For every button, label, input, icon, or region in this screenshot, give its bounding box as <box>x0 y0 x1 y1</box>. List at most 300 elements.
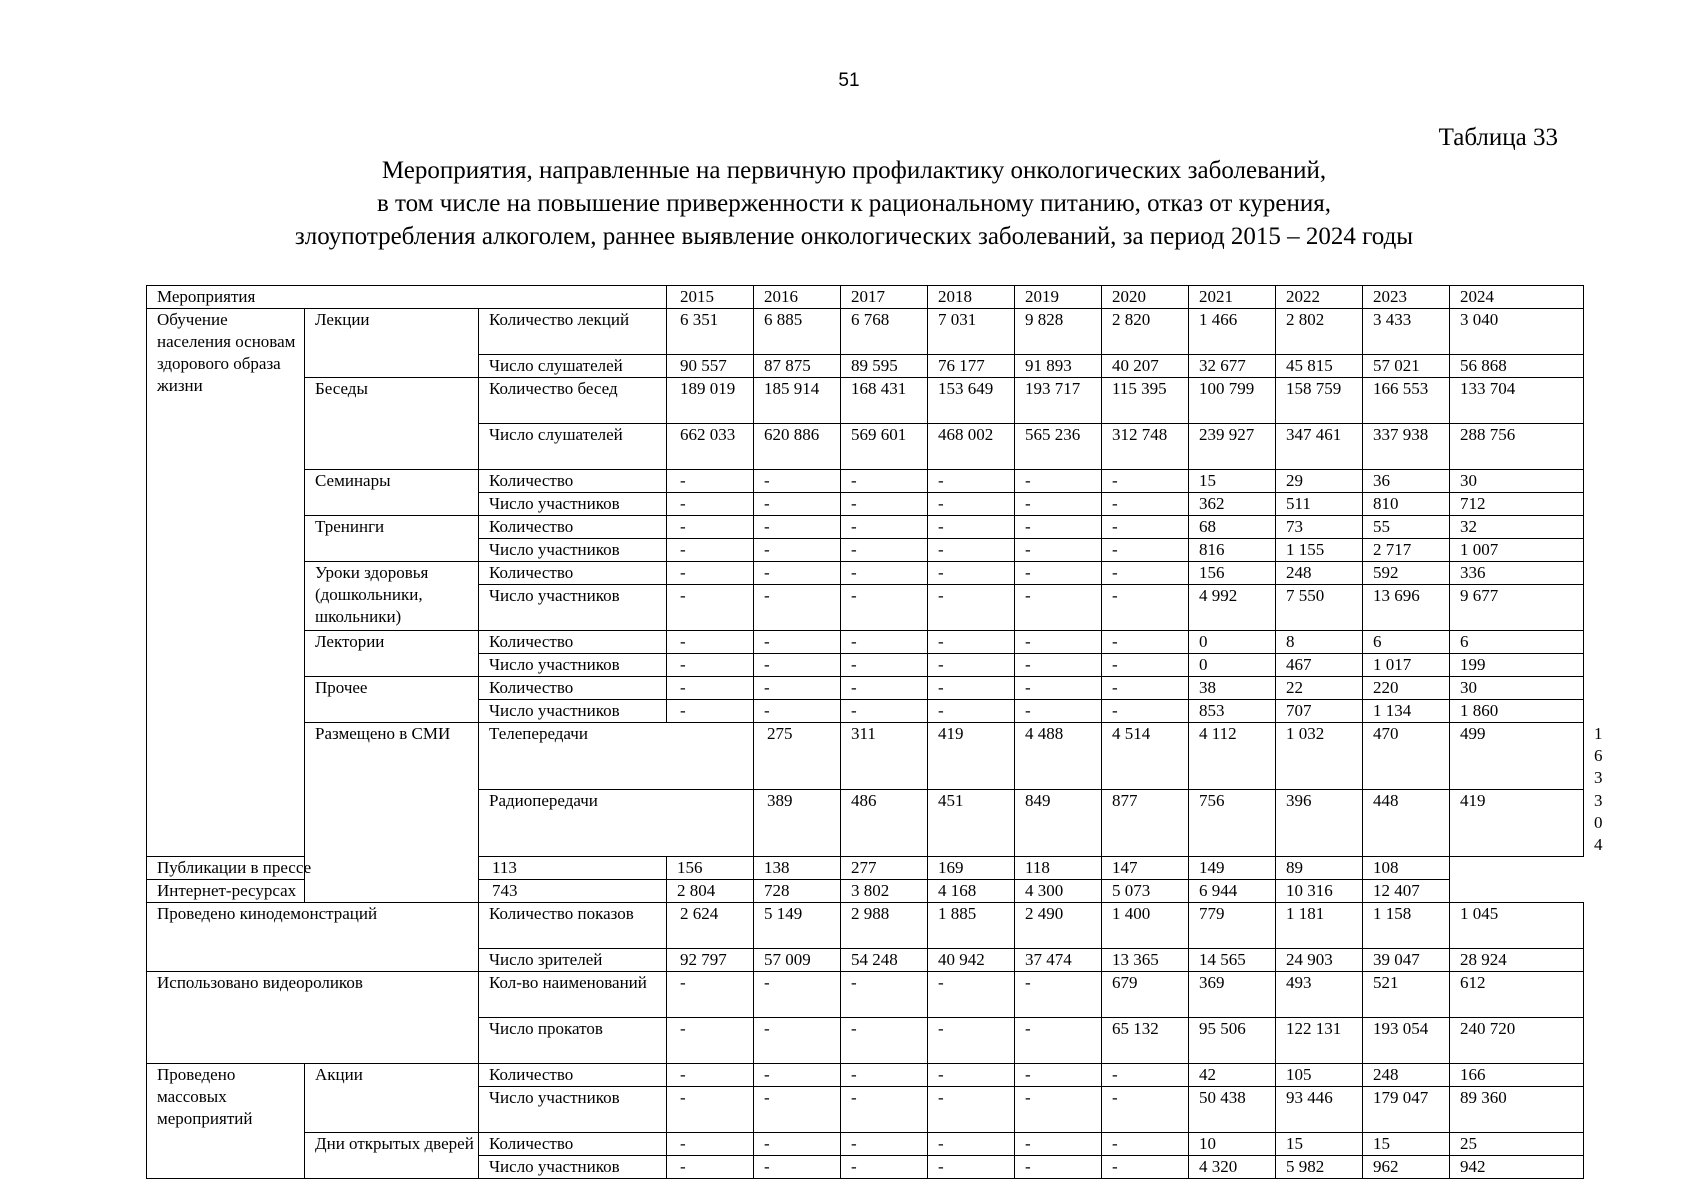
metric-cell: Число участников <box>479 539 667 562</box>
value-cell: - <box>1102 1133 1189 1156</box>
value-cell: - <box>667 654 754 677</box>
value-cell: 12 407 <box>1363 880 1450 903</box>
metric-cell: Количество <box>479 1133 667 1156</box>
value-cell: - <box>754 516 841 539</box>
value-cell: 28 924 <box>1450 949 1584 972</box>
subcategory-cell: Уроки здоровья (дошкольники, школьники) <box>305 562 479 631</box>
value-cell: 185 914 <box>754 378 841 424</box>
table-row <box>147 1133 1584 1156</box>
value-cell: - <box>667 1156 754 1179</box>
metric-cell: Число участников <box>479 654 667 677</box>
value-cell: - <box>754 470 841 493</box>
value-cell: 15 <box>1189 470 1276 493</box>
value-cell: 2 490 <box>1015 903 1102 949</box>
value-cell: 5 982 <box>1276 1156 1363 1179</box>
value-cell: - <box>754 493 841 516</box>
value-cell: - <box>841 972 928 1018</box>
value-cell: 1 017 <box>1363 654 1450 677</box>
value-cell: 4 992 <box>1189 585 1276 631</box>
value-cell: - <box>754 539 841 562</box>
value-cell: 239 927 <box>1189 424 1276 470</box>
value-cell: - <box>841 654 928 677</box>
value-cell: 810 <box>1363 493 1450 516</box>
value-cell: 612 <box>1450 972 1584 1018</box>
value-cell: 0 <box>1189 631 1276 654</box>
value-cell: - <box>841 539 928 562</box>
value-cell: - <box>1015 677 1102 700</box>
value-cell: 511 <box>1276 493 1363 516</box>
year-header: 2024 <box>1450 286 1584 309</box>
year-header: 2019 <box>1015 286 1102 309</box>
value-cell: - <box>841 1064 928 1087</box>
value-cell: - <box>928 1087 1015 1133</box>
value-cell: 45 815 <box>1276 355 1363 378</box>
value-cell: - <box>841 700 928 723</box>
value-cell: 275 <box>754 723 841 790</box>
metric-cell: Количество <box>479 631 667 654</box>
value-cell: - <box>1102 1087 1189 1133</box>
value-cell: 521 <box>1363 972 1450 1018</box>
value-cell: 396 <box>1276 790 1363 857</box>
value-cell: 248 <box>1363 1064 1450 1087</box>
value-cell: 569 601 <box>841 424 928 470</box>
table-row <box>147 1064 1584 1087</box>
value-cell: 592 <box>1363 562 1450 585</box>
value-cell: 9 677 <box>1450 585 1584 631</box>
value-cell: 743 <box>479 880 667 903</box>
value-cell: - <box>928 539 1015 562</box>
value-cell: 347 461 <box>1276 424 1363 470</box>
value-cell: - <box>754 1064 841 1087</box>
subcategory-cell: Телепередачи <box>479 723 754 790</box>
value-cell: 962 <box>1363 1156 1450 1179</box>
value-cell: 712 <box>1450 493 1584 516</box>
value-cell: 6 768 <box>841 309 928 355</box>
value-cell: 15 <box>1276 1133 1363 1156</box>
metric-cell: Число участников <box>479 1087 667 1133</box>
value-cell: 1 400 <box>1102 903 1189 949</box>
value-cell: 662 033 <box>667 424 754 470</box>
value-cell: - <box>1102 585 1189 631</box>
value-cell: 156 <box>1189 562 1276 585</box>
table-row <box>147 972 1584 1018</box>
value-cell: 470 <box>1363 723 1450 790</box>
value-cell: 169 <box>928 857 1015 880</box>
value-cell: - <box>928 562 1015 585</box>
value-cell: 4 514 <box>1102 723 1189 790</box>
value-cell: - <box>1102 1156 1189 1179</box>
value-cell: 486 <box>841 790 928 857</box>
value-cell: - <box>1102 677 1189 700</box>
value-cell: - <box>667 539 754 562</box>
value-cell: 38 <box>1189 677 1276 700</box>
value-cell: 87 875 <box>754 355 841 378</box>
metric-cell: Количество показов <box>479 903 667 949</box>
value-cell: - <box>1102 562 1189 585</box>
value-cell: 118 <box>1015 857 1102 880</box>
table-row <box>147 903 1584 949</box>
value-cell: 565 236 <box>1015 424 1102 470</box>
value-cell: 6 885 <box>754 309 841 355</box>
value-cell: 419 <box>928 723 1015 790</box>
value-cell: - <box>1102 654 1189 677</box>
metric-cell: Число участников <box>479 1156 667 1179</box>
value-cell: 138 <box>754 857 841 880</box>
value-cell: 13 365 <box>1102 949 1189 972</box>
metric-cell: Число зрителей <box>479 949 667 972</box>
year-header: 2022 <box>1276 286 1363 309</box>
value-cell: 1 466 <box>1189 309 1276 355</box>
value-cell: 149 <box>1189 857 1276 880</box>
metric-cell: Число слушателей <box>479 424 667 470</box>
value-cell: - <box>841 516 928 539</box>
value-cell: - <box>1015 1156 1102 1179</box>
value-cell: - <box>1015 654 1102 677</box>
value-cell: - <box>928 470 1015 493</box>
value-cell: - <box>928 585 1015 631</box>
value-cell: 50 438 <box>1189 1087 1276 1133</box>
value-cell: - <box>667 1018 754 1064</box>
value-cell: 22 <box>1276 677 1363 700</box>
value-cell: 40 942 <box>928 949 1015 972</box>
value-cell: - <box>754 1133 841 1156</box>
value-cell: - <box>1102 539 1189 562</box>
year-header: 2018 <box>928 286 1015 309</box>
value-cell: 122 131 <box>1276 1018 1363 1064</box>
value-cell: - <box>1015 562 1102 585</box>
metric-cell: Число участников <box>479 585 667 631</box>
value-cell: 92 797 <box>667 949 754 972</box>
value-cell: 193 054 <box>1363 1018 1450 1064</box>
header-activities: Мероприятия <box>147 286 667 309</box>
value-cell: 849 <box>1015 790 1102 857</box>
value-cell: 13 696 <box>1363 585 1450 631</box>
value-cell: - <box>841 1133 928 1156</box>
page-number: 51 <box>838 70 860 91</box>
subcategory-cell: Лекции <box>305 309 479 378</box>
value-cell: 3 802 <box>841 880 928 903</box>
category-cell: Обучение населения основам здорового образа жизни <box>147 309 305 857</box>
value-cell: 108 <box>1363 857 1450 880</box>
value-cell: 3 040 <box>1450 309 1584 355</box>
value-cell: - <box>1102 493 1189 516</box>
value-cell: 166 553 <box>1363 378 1450 424</box>
subcategory-cell: Тренинги <box>305 516 479 562</box>
value-cell: 419 <box>1450 790 1584 857</box>
value-cell: 91 893 <box>1015 355 1102 378</box>
value-cell: 89 <box>1276 857 1363 880</box>
value-cell: 311 <box>841 723 928 790</box>
category-cell: Проведено массовых мероприятий <box>147 1064 305 1179</box>
value-cell: 1 181 <box>1276 903 1363 949</box>
metric-cell: Количество <box>479 562 667 585</box>
value-cell: - <box>1015 1064 1102 1087</box>
value-cell: - <box>928 700 1015 723</box>
subcategory-cell: Лектории <box>305 631 479 677</box>
value-cell: 32 <box>1450 516 1584 539</box>
value-cell: 451 <box>928 790 1015 857</box>
metric-cell: Количество лекций <box>479 309 667 355</box>
metric-cell: Кол-во наименований <box>479 972 667 1018</box>
value-cell: 29 <box>1276 470 1363 493</box>
value-cell: 2 717 <box>1363 539 1450 562</box>
value-cell: - <box>841 1156 928 1179</box>
subcategory-cell: Интернет-ресурсах <box>147 880 479 903</box>
year-header: 2020 <box>1102 286 1189 309</box>
value-cell: - <box>667 631 754 654</box>
value-cell: 179 047 <box>1363 1087 1450 1133</box>
value-cell: 1 045 <box>1450 903 1584 949</box>
value-cell: - <box>1015 700 1102 723</box>
value-cell: 158 759 <box>1276 378 1363 424</box>
table-row <box>147 857 1584 880</box>
value-cell: 168 431 <box>841 378 928 424</box>
value-cell: 6 944 <box>1189 880 1276 903</box>
value-cell: 89 360 <box>1450 1087 1584 1133</box>
value-cell: 189 019 <box>667 378 754 424</box>
value-cell: - <box>754 654 841 677</box>
value-cell: 30 <box>1450 470 1584 493</box>
year-header: 2021 <box>1189 286 1276 309</box>
subcategory-cell: Публикации в прессе <box>147 857 479 880</box>
value-cell: - <box>841 585 928 631</box>
value-cell: - <box>1015 539 1102 562</box>
value-cell: - <box>1102 700 1189 723</box>
value-cell: 54 248 <box>841 949 928 972</box>
value-cell: 220 <box>1363 677 1450 700</box>
value-cell: 4 168 <box>928 880 1015 903</box>
value-cell: 816 <box>1189 539 1276 562</box>
table-row: Размещено в СМИ Телепередачи 275 311 419 4 488 4 514 4 112 1 032 470 499 163 <box>147 723 1584 790</box>
table-row <box>147 516 1584 539</box>
table-row <box>147 378 1584 424</box>
value-cell: 467 <box>1276 654 1363 677</box>
value-cell: - <box>667 516 754 539</box>
value-cell: 93 446 <box>1276 1087 1363 1133</box>
value-cell: - <box>841 562 928 585</box>
value-cell: 2 804 <box>667 880 754 903</box>
value-cell: 8 <box>1276 631 1363 654</box>
value-cell: - <box>1015 516 1102 539</box>
value-cell: 2 624 <box>667 903 754 949</box>
metric-cell: Количество <box>479 470 667 493</box>
metric-cell: Количество бесед <box>479 378 667 424</box>
subcategory-cell: Беседы <box>305 378 479 470</box>
value-cell: 877 <box>1102 790 1189 857</box>
value-cell: 36 <box>1363 470 1450 493</box>
value-cell: 7 550 <box>1276 585 1363 631</box>
year-header: 2016 <box>754 286 841 309</box>
value-cell: 199 <box>1450 654 1584 677</box>
year-header: 2017 <box>841 286 928 309</box>
value-cell: 499 <box>1450 723 1584 790</box>
value-cell: 1 155 <box>1276 539 1363 562</box>
value-cell: 1 134 <box>1363 700 1450 723</box>
value-cell: - <box>928 493 1015 516</box>
title-line-2: в том числе на повышение приверженности к рациональному питанию, отказ от курения, <box>377 190 1331 217</box>
value-cell: - <box>841 1018 928 1064</box>
value-cell: 2 988 <box>841 903 928 949</box>
value-cell: 5 073 <box>1102 880 1189 903</box>
value-cell: 113 <box>479 857 667 880</box>
value-cell: 728 <box>754 880 841 903</box>
value-cell: - <box>928 1018 1015 1064</box>
value-cell: - <box>754 1087 841 1133</box>
value-cell: - <box>841 493 928 516</box>
value-cell: 90 557 <box>667 355 754 378</box>
value-cell: 193 717 <box>1015 378 1102 424</box>
value-cell: - <box>841 677 928 700</box>
value-cell: 707 <box>1276 700 1363 723</box>
metric-cell: Число прокатов <box>479 1018 667 1064</box>
value-cell: 6 <box>1450 631 1584 654</box>
title-line-1: Мероприятия, направленные на первичную профилактику онкологических заболеваний, <box>381 157 1327 184</box>
value-cell: 30 <box>1450 677 1584 700</box>
value-cell: - <box>928 1064 1015 1087</box>
metric-cell: Количество <box>479 1064 667 1087</box>
value-cell: 56 868 <box>1450 355 1584 378</box>
value-cell: 336 <box>1450 562 1584 585</box>
value-cell: 942 <box>1450 1156 1584 1179</box>
value-cell: - <box>1102 516 1189 539</box>
table-title <box>140 154 1568 253</box>
value-cell: - <box>754 677 841 700</box>
value-cell: - <box>667 677 754 700</box>
subcategory-cell: Семинары <box>305 470 479 516</box>
value-cell: 15 <box>1363 1133 1450 1156</box>
category-cell: Проведено кинодемонстраций <box>147 903 479 972</box>
value-cell: - <box>1102 470 1189 493</box>
value-cell: - <box>667 585 754 631</box>
value-cell: - <box>928 972 1015 1018</box>
value-cell: - <box>754 562 841 585</box>
value-cell: - <box>1015 1087 1102 1133</box>
value-cell: 57 009 <box>754 949 841 972</box>
title-line-3: злоупотребления алкоголем, раннее выявление онкологических заболеваний, за период 2015 – 2024 годы <box>294 223 1414 250</box>
value-cell: 1 032 <box>1276 723 1363 790</box>
value-cell: 37 474 <box>1015 949 1102 972</box>
value-cell: - <box>754 1018 841 1064</box>
value-cell: 277 <box>841 857 928 880</box>
value-cell: - <box>928 654 1015 677</box>
value-cell: - <box>928 1156 1015 1179</box>
value-cell: 147 <box>1102 857 1189 880</box>
value-cell: 4 488 <box>1015 723 1102 790</box>
value-cell: 42 <box>1189 1064 1276 1087</box>
value-cell: 55 <box>1363 516 1450 539</box>
value-cell: - <box>1102 631 1189 654</box>
category-cell: Использовано видеороликов <box>147 972 479 1064</box>
value-cell: - <box>841 631 928 654</box>
value-cell: 2 820 <box>1102 309 1189 355</box>
value-cell: 389 <box>754 790 841 857</box>
value-cell: 4 320 <box>1189 1156 1276 1179</box>
value-cell: 100 799 <box>1189 378 1276 424</box>
value-cell: 9 828 <box>1015 309 1102 355</box>
value-cell: - <box>754 700 841 723</box>
activities-table <box>146 285 1603 1179</box>
value-cell: - <box>928 516 1015 539</box>
value-cell: - <box>928 631 1015 654</box>
value-cell: 288 756 <box>1450 424 1584 470</box>
value-cell: - <box>754 585 841 631</box>
value-cell: - <box>1015 585 1102 631</box>
value-cell: - <box>667 972 754 1018</box>
value-cell: 1 158 <box>1363 903 1450 949</box>
table-row <box>147 880 1584 903</box>
value-cell: 7 031 <box>928 309 1015 355</box>
table-label: Таблица 33 <box>1438 124 1558 151</box>
value-cell: - <box>754 631 841 654</box>
value-cell: 6 351 <box>667 309 754 355</box>
value-cell: 2 802 <box>1276 309 1363 355</box>
value-cell: 57 021 <box>1363 355 1450 378</box>
value-cell: 40 207 <box>1102 355 1189 378</box>
value-cell: 468 002 <box>928 424 1015 470</box>
value-cell: 1 007 <box>1450 539 1584 562</box>
category-cell: Размещено в СМИ <box>305 723 479 903</box>
value-cell: - <box>1015 1133 1102 1156</box>
metric-cell: Число слушателей <box>479 355 667 378</box>
value-cell: 153 649 <box>928 378 1015 424</box>
value-cell: 10 316 <box>1276 880 1363 903</box>
value-cell: 25 <box>1450 1133 1584 1156</box>
table-row <box>147 470 1584 493</box>
header-row <box>147 286 1584 309</box>
value-cell: 312 748 <box>1102 424 1189 470</box>
value-cell: - <box>667 562 754 585</box>
value-cell: - <box>1015 631 1102 654</box>
value-cell: 248 <box>1276 562 1363 585</box>
value-cell: 115 395 <box>1102 378 1189 424</box>
value-cell: 3 433 <box>1363 309 1450 355</box>
value-cell: 853 <box>1189 700 1276 723</box>
value-cell: 105 <box>1276 1064 1363 1087</box>
value-cell: - <box>928 677 1015 700</box>
value-cell: 24 903 <box>1276 949 1363 972</box>
value-cell: 679 <box>1102 972 1189 1018</box>
table-row <box>147 309 1584 355</box>
value-cell: 14 565 <box>1189 949 1276 972</box>
value-cell: - <box>667 1064 754 1087</box>
value-cell: 166 <box>1450 1064 1584 1087</box>
value-cell: 0 <box>1189 654 1276 677</box>
value-cell: - <box>667 470 754 493</box>
value-cell: 756 <box>1189 790 1276 857</box>
value-cell: 6 <box>1363 631 1450 654</box>
value-cell: - <box>1015 493 1102 516</box>
value-cell: 369 <box>1189 972 1276 1018</box>
value-cell: 89 595 <box>841 355 928 378</box>
value-cell: - <box>667 493 754 516</box>
year-header: 2023 <box>1363 286 1450 309</box>
value-cell: - <box>1015 1018 1102 1064</box>
value-cell: - <box>1015 972 1102 1018</box>
subcategory-cell: Прочее <box>305 677 479 723</box>
value-cell: - <box>754 972 841 1018</box>
value-cell: 95 506 <box>1189 1018 1276 1064</box>
value-cell: 32 677 <box>1189 355 1276 378</box>
value-cell: 65 132 <box>1102 1018 1189 1064</box>
value-cell: 493 <box>1276 972 1363 1018</box>
metric-cell: Число участников <box>479 493 667 516</box>
value-cell: 4 112 <box>1189 723 1276 790</box>
value-cell: 73 <box>1276 516 1363 539</box>
value-cell: - <box>667 1087 754 1133</box>
value-cell: - <box>667 700 754 723</box>
table-row: Радиопередачи 389 486 451 849 877 756 396 448 419 304 <box>147 790 1584 857</box>
value-cell: - <box>754 1156 841 1179</box>
